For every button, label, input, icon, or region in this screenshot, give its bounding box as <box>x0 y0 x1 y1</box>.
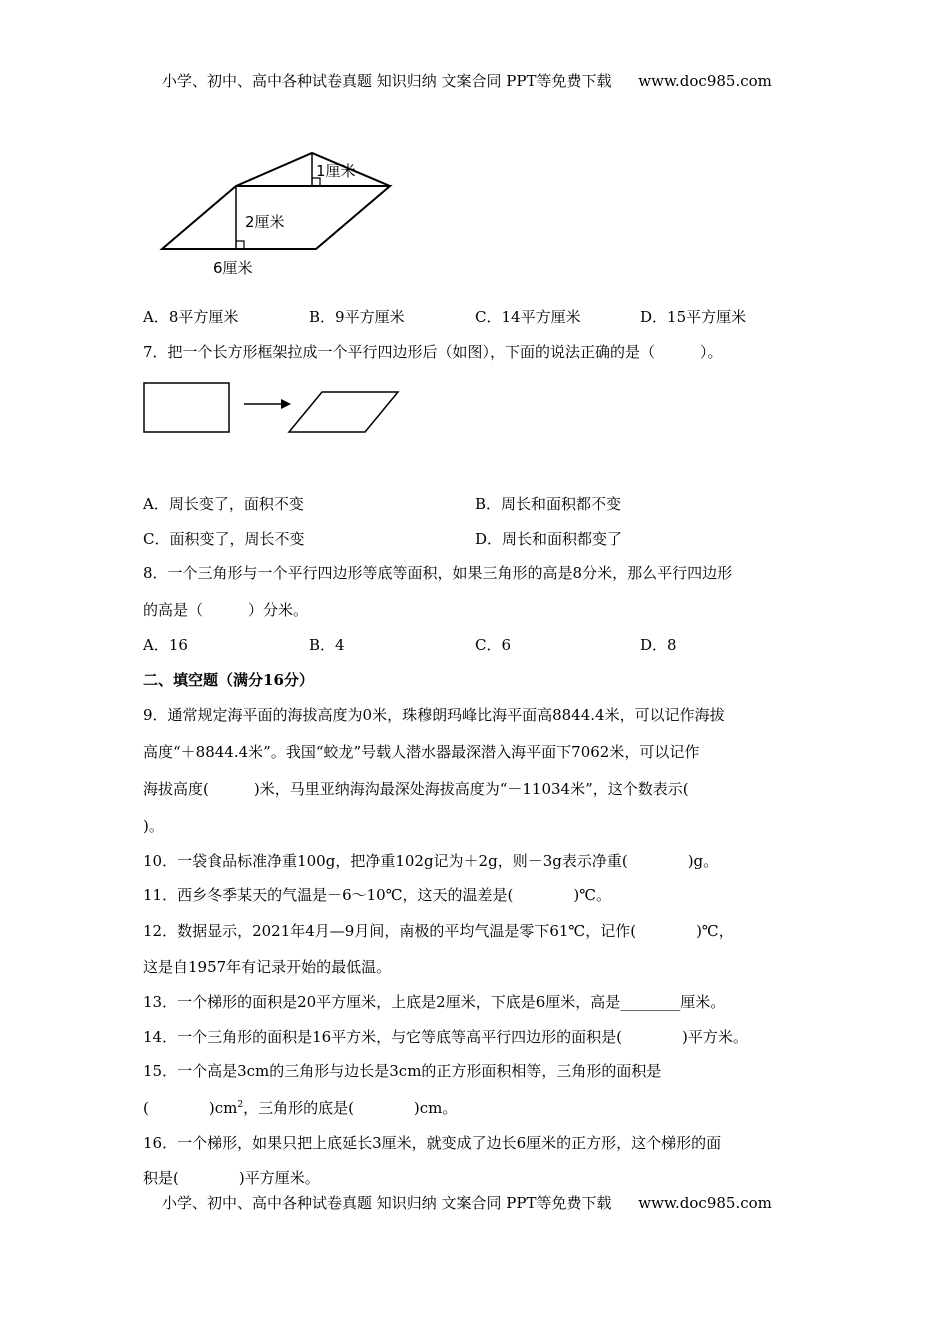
q6-option-a: A．8平方厘米 <box>143 308 239 326</box>
q13-text: 13．一个梯形的面积是20平方厘米，上底是2厘米，下底是6厘米，高是________厘米。 <box>143 993 726 1011</box>
arrow-right-icon <box>281 399 291 409</box>
q14-text: 14．一个三角形的面积是16平方米，与它等底等高平行四边形的面积是( )平方米。 <box>143 1028 748 1046</box>
label-1cm: 1厘米 <box>316 162 356 180</box>
q15-line2 <box>143 1097 457 1118</box>
superscript: 2 <box>237 1100 244 1110</box>
q8-option-b: B．4 <box>309 636 345 654</box>
q8-option-a: A．16 <box>143 636 188 654</box>
q12-line2: 这是自1957年有记录开始的最低温。 <box>143 958 392 976</box>
section-title: 二、填空题（满分16分） <box>143 671 314 689</box>
rectangle-shape <box>144 383 229 432</box>
q9-line2: 高度“＋8844.4米”。我国“蛟龙”号载人潜水器最深潜入海平面下7062米，可以记作 <box>143 743 700 761</box>
header-url: www.doc985.com <box>638 72 772 90</box>
q8-line1: 8．一个三角形与一个平行四边形等底等面积，如果三角形的高是8分米，那么平行四边形 <box>143 564 733 582</box>
q9-line3: 海拔高度( )米，马里亚纳海沟最深处海拔高度为“－11034米”，这个数表示( <box>143 780 689 798</box>
q10-text: 10．一袋食品标准净重100g，把净重102g记为＋2g，则－3g表示净重( )g。 <box>143 852 719 870</box>
rectangle-to-parallelogram-figure <box>140 378 410 438</box>
footer-url: www.doc985.com <box>638 1194 772 1212</box>
right-angle-mark <box>236 241 244 249</box>
q15-line1: 15．一个高是3cm的三角形与边长是3cm的正方形面积相等，三角形的面积是 <box>143 1062 662 1080</box>
footer-text: 小学、初中、高中各种试卷真题 知识归纳 文案合同 PPT等免费下载 <box>162 1194 612 1212</box>
parallelogram-shape <box>289 392 398 432</box>
page-header <box>162 70 772 91</box>
q6-option-d: D．15平方厘米 <box>640 308 747 326</box>
q6-option-c: C．14平方厘米 <box>475 308 581 326</box>
q7-option-d: D．周长和面积都变了 <box>475 530 623 548</box>
q7-option-a: A．周长变了，面积不变 <box>143 495 304 513</box>
q11-text: 11．西乡冬季某天的气温是－6～10℃，这天的温差是( )℃。 <box>143 886 611 904</box>
q7-option-b: B．周长和面积都不变 <box>475 495 622 513</box>
q8-line2: 的高是（ ）分米。 <box>143 601 309 619</box>
q9-line4: )。 <box>143 817 164 835</box>
page-footer <box>162 1192 772 1213</box>
q16-line1: 16．一个梯形，如果只把上底延长3厘米，就变成了边长6厘米的正方形，这个梯形的面 <box>143 1134 722 1152</box>
q16-line2: 积是( )平方厘米。 <box>143 1169 320 1187</box>
q8-option-c: C．6 <box>475 636 512 654</box>
q6-option-b: B．9平方厘米 <box>309 308 405 326</box>
label-2cm: 2厘米 <box>245 213 285 231</box>
label-6cm: 6厘米 <box>213 259 253 277</box>
q7-stem: 7．把一个长方形框架拉成一个平行四边形后（如图），下面的说法正确的是（ ）。 <box>143 343 723 361</box>
q12-line1: 12．数据显示，2021年4月—9月间，南极的平均气温是零下61℃，记作( )℃， <box>143 922 734 940</box>
q9-line1: 9．通常规定海平面的海拔高度为0米，珠穆朗玛峰比海平面高8844.4米，可以记作海拔 <box>143 706 725 724</box>
q7-option-c: C．面积变了，周长不变 <box>143 530 305 548</box>
q15-line2-part2: ，三角形的底是( )cm。 <box>243 1099 458 1117</box>
triangle-shape <box>236 153 390 186</box>
q15-line2-part1: ( )cm <box>143 1099 238 1117</box>
header-text: 小学、初中、高中各种试卷真题 知识归纳 文案合同 PPT等免费下载 <box>162 72 612 90</box>
q8-option-d: D．8 <box>640 636 677 654</box>
